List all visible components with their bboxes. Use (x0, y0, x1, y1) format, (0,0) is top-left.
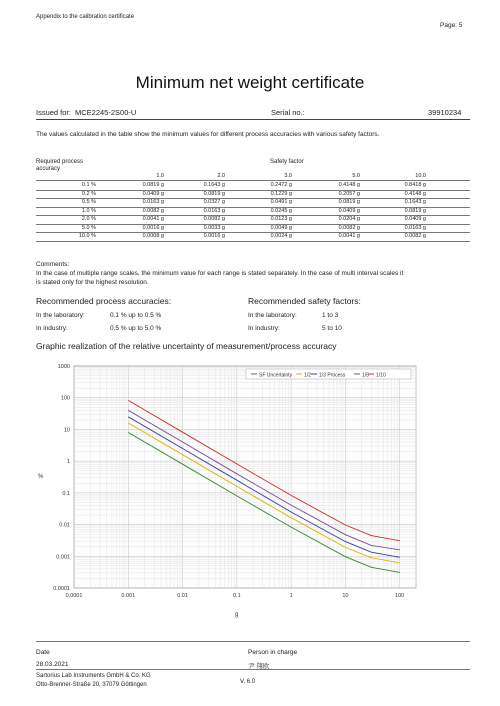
x-axis-label: g (235, 612, 239, 618)
table-cell: 0.0819 g (404, 207, 426, 214)
table-cell: 0.0016 g (203, 233, 225, 239)
table-cell: 0.1643 g (203, 182, 225, 188)
intro-text: The values calculated in the table show the minimum values for different process accuracies with various safety factors. (36, 131, 380, 138)
table-cell: 0.0008 g (142, 233, 164, 239)
model-number: MCE2245-2S00-U (75, 108, 137, 117)
table-row-label: 2.0 % (81, 216, 96, 222)
table-row-label: 0.1 % (81, 182, 96, 188)
comments-line2: is stated only for the highest resolution. (36, 279, 149, 286)
table-row-header: Required process accuracy (36, 159, 84, 172)
date-label: Date (36, 649, 50, 656)
table-header-rule (36, 180, 470, 181)
person-value: 尹 翔欧 (248, 663, 270, 670)
table-col-header: 10.0 (415, 173, 426, 179)
appendix-label: Appendix to the calibration certificate (36, 14, 135, 20)
table-cell: 0.0041 g (338, 233, 360, 239)
y-tick-label: 1 (66, 459, 70, 466)
serial-number: 39910234 (428, 108, 462, 117)
table-cell: 0.0041 g (142, 216, 164, 222)
y-tick-label: 0.001 (56, 554, 70, 561)
company-address: Otto-Brenner-Straße 20, 37079 Göttingen (36, 682, 147, 688)
table-cell: 0.0409 g (404, 216, 426, 222)
legend-item: 1/2 (304, 372, 311, 379)
rec-acc-lab-label: In the laboratory: (36, 312, 85, 319)
uncertainty-chart (36, 356, 476, 626)
table-cell: 0.0024 g (270, 233, 292, 239)
page-title: Minimum net weight certificate (135, 73, 365, 92)
person-label: Person in charge (248, 649, 298, 656)
rec-sf-lab-label: In the laboratory: (248, 312, 297, 319)
y-axis-label: % (38, 474, 44, 480)
company-name: Sartorius Lab Instruments GmbH & Co. KG (36, 673, 151, 679)
table-cell: 0.0204 g (338, 216, 360, 222)
rec-acc-lab-value: 0.1 % up to 0.5 % (110, 312, 162, 319)
table-cell: 0.4148 g (404, 190, 426, 197)
table-cell: 0.0016 g (142, 224, 164, 231)
table-col-header: 1.0 (156, 173, 164, 179)
table-cell: 0.1229 g (270, 190, 292, 197)
y-tick-label: 0.01 (59, 522, 70, 529)
footer-divider (36, 641, 470, 642)
legend-item: 1/3 Process (319, 372, 346, 379)
table-cell: 0.0245 g (270, 207, 292, 214)
legend-item: SF Uncertainty (259, 372, 293, 379)
x-tick-label: 0.1 (233, 593, 241, 599)
table-cell: 0.0123 g (270, 216, 292, 222)
table-cell: 0.0819 g (203, 190, 225, 197)
y-tick-label: 1000 (57, 364, 70, 370)
y-tick-label: 10 (63, 427, 70, 434)
table-col-header: 5.0 (352, 173, 360, 179)
y-tick-label: 0.0001 (53, 586, 70, 592)
table-cell: 0.2057 g (338, 190, 360, 197)
table-row-label: 10.0 % (78, 233, 96, 239)
x-tick-label: 0.0001 (65, 593, 83, 599)
legend-item: 1/5 (362, 372, 369, 379)
recommended-safety-title: Recommended safety factors: (248, 296, 361, 306)
graph-title: Graphic realization of the relative uncertainty of measurement/process accuracy (36, 341, 337, 351)
table-row-label: 0.2 % (81, 190, 96, 197)
x-tick-label: 0.01 (177, 593, 188, 599)
rec-sf-ind-value: 5 to 10 (322, 325, 342, 332)
table-cell: 0.0033 g (203, 224, 225, 231)
rec-sf-lab-value: 1 to 3 (322, 312, 339, 319)
table-cell: 0.0163 g (404, 224, 426, 231)
table-cell: 0.0049 g (270, 224, 292, 231)
table-cell: 0.0327 g (203, 199, 225, 205)
version: V. 6.0 (240, 679, 256, 685)
y-tick-label: 0.1 (62, 490, 70, 497)
table-col-group-header: Safety factor (270, 159, 304, 165)
date-value: 28.03.2021 (36, 661, 69, 668)
x-tick-label: 1 (289, 593, 293, 599)
serial-label: Serial no.: (271, 108, 305, 117)
table-cell: 0.1643 g (404, 199, 426, 205)
table-cell: 0.0409 g (338, 207, 360, 214)
footer-divider-2 (36, 669, 470, 670)
page-number: Page: 5 (440, 22, 463, 29)
rec-acc-ind-value: 0.5 % up to 5.0 % (110, 325, 162, 332)
table-row-rule (36, 241, 470, 242)
table-cell: 0.8418 g (404, 182, 426, 188)
table-cell: 0.0491 g (270, 199, 292, 205)
table-cell: 0.0082 g (404, 233, 426, 239)
table-cell: 0.0409 g (142, 190, 164, 197)
table-row-label: 5.0 % (81, 224, 96, 231)
table-cell: 0.0163 g (203, 207, 225, 214)
table-cell: 0.0819 g (142, 182, 164, 188)
y-tick-label: 100 (60, 395, 70, 402)
issued-for-label: Issued for: (36, 108, 72, 117)
comments-line1: In the case of multiple range scales, the minimum value for each range is stated separately. In the case of multi interval scales it (36, 270, 404, 277)
table-cell: 0.4148 g (338, 182, 360, 188)
x-tick-label: 100 (395, 593, 405, 599)
table-cell: 0.0082 g (142, 207, 164, 214)
recommended-accuracies-title: Recommended process accuracies: (36, 296, 172, 306)
rec-acc-ind-label: In industry: (36, 325, 68, 332)
comments-title: Comments: (36, 261, 70, 268)
table-cell: 0.0819 g (338, 199, 360, 205)
divider (36, 119, 470, 120)
table-cell: 0.2472 g (270, 182, 292, 188)
legend-item: 1/10 (376, 372, 386, 379)
table-cell: 0.0163 g (142, 199, 164, 205)
table-col-header: 2.0 (217, 173, 225, 179)
table-col-header: 3.0 (284, 173, 292, 179)
table-row-label: 1.0 % (81, 207, 96, 214)
x-tick-label: 0.001 (121, 593, 136, 599)
x-tick-label: 10 (342, 593, 349, 599)
table-row-label: 0.5 % (81, 199, 96, 205)
table-cell: 0.0082 g (338, 224, 360, 231)
table-cell: 0.0082 g (203, 216, 225, 222)
rec-sf-ind-label: In industry: (248, 325, 280, 332)
